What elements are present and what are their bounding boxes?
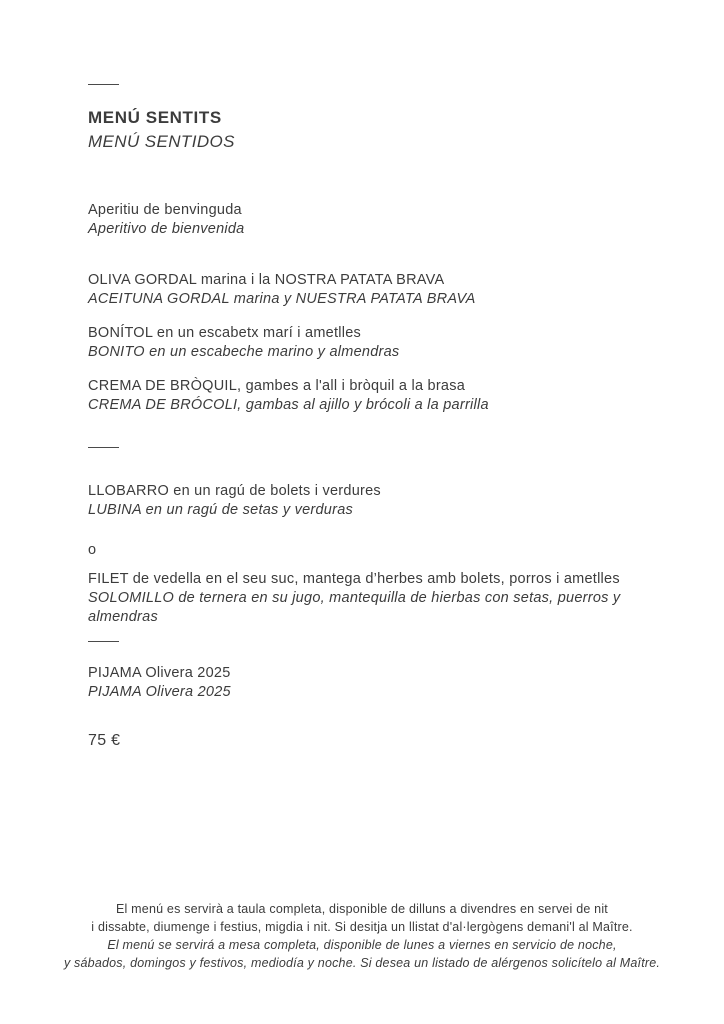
menu-item-crema-broquil <box>88 377 680 415</box>
or-separator: o <box>88 542 97 558</box>
menu-item-aperitif <box>88 201 680 239</box>
item-text-spanish: PIJAMA Olivera 2025 <box>88 684 231 700</box>
menu-item-llobarro <box>88 482 680 520</box>
divider-bottom <box>88 641 119 642</box>
item-text-spanish: SOLOMILLO de ternera en su jugo, mantequilla de hierbas con setas, puerros y almendras <box>88 590 621 625</box>
item-text-spanish: Aperitivo de bienvenida <box>88 221 245 237</box>
menu-item-bonitol <box>88 324 680 362</box>
menu-item-filet <box>88 570 680 627</box>
item-text-spanish: ACEITUNA GORDAL marina y NUESTRA PATATA BRAVA <box>88 291 476 307</box>
footer-catalan-line2: i dissabte, diumenge i festius, migdia i nit. Si desitja un llistat d'al·lergògens demani'l al Maître. <box>91 920 633 934</box>
item-text-spanish: BONITO en un escabeche marino y almendras <box>88 344 400 360</box>
menu-footer-note <box>0 900 724 972</box>
footer-catalan-line1: El menú es servirà a taula completa, disponible de dilluns a divendres en servei de nit <box>116 902 608 916</box>
item-text-spanish: CREMA DE BRÓCOLI, gambas al ajillo y brócoli a la parrilla <box>88 397 489 413</box>
item-text-catalan: BONÍTOL en un escabetx marí i ametlles <box>88 325 362 341</box>
menu-price: 75 € <box>88 732 121 749</box>
menu-title-catalan: MENÚ SENTITS <box>88 108 222 127</box>
divider-middle <box>88 447 119 448</box>
menu-title-spanish: MENÚ SENTIDOS <box>88 132 235 151</box>
item-text-catalan: PIJAMA Olivera 2025 <box>88 665 231 681</box>
item-text-catalan: Aperitiu de benvinguda <box>88 202 242 218</box>
item-text-catalan: LLOBARRO en un ragú de bolets i verdures <box>88 483 381 499</box>
item-text-spanish: LUBINA en un ragú de setas y verduras <box>88 502 354 518</box>
footer-spanish-line2: y sábados, domingos y festivos, mediodía y noche. Si desea un listado de alérgenos solicítelo al Maître. <box>63 956 661 970</box>
item-text-catalan: FILET de vedella en el seu suc, mantega d’herbes amb bolets, porros i ametlles <box>88 571 620 587</box>
item-text-catalan: OLIVA GORDAL marina i la NOSTRA PATATA BRAVA <box>88 272 445 288</box>
menu-header <box>88 107 680 153</box>
menu-item-pijama <box>88 664 680 702</box>
footer-spanish-line1: El menú se servirá a mesa completa, disponible de lunes a viernes en servicio de noche, <box>107 938 617 952</box>
menu-item-oliva-gordal <box>88 271 680 309</box>
divider-top <box>88 84 119 85</box>
item-text-catalan: CREMA DE BRÒQUIL, gambes a l'all i bròquil a la brasa <box>88 378 466 394</box>
